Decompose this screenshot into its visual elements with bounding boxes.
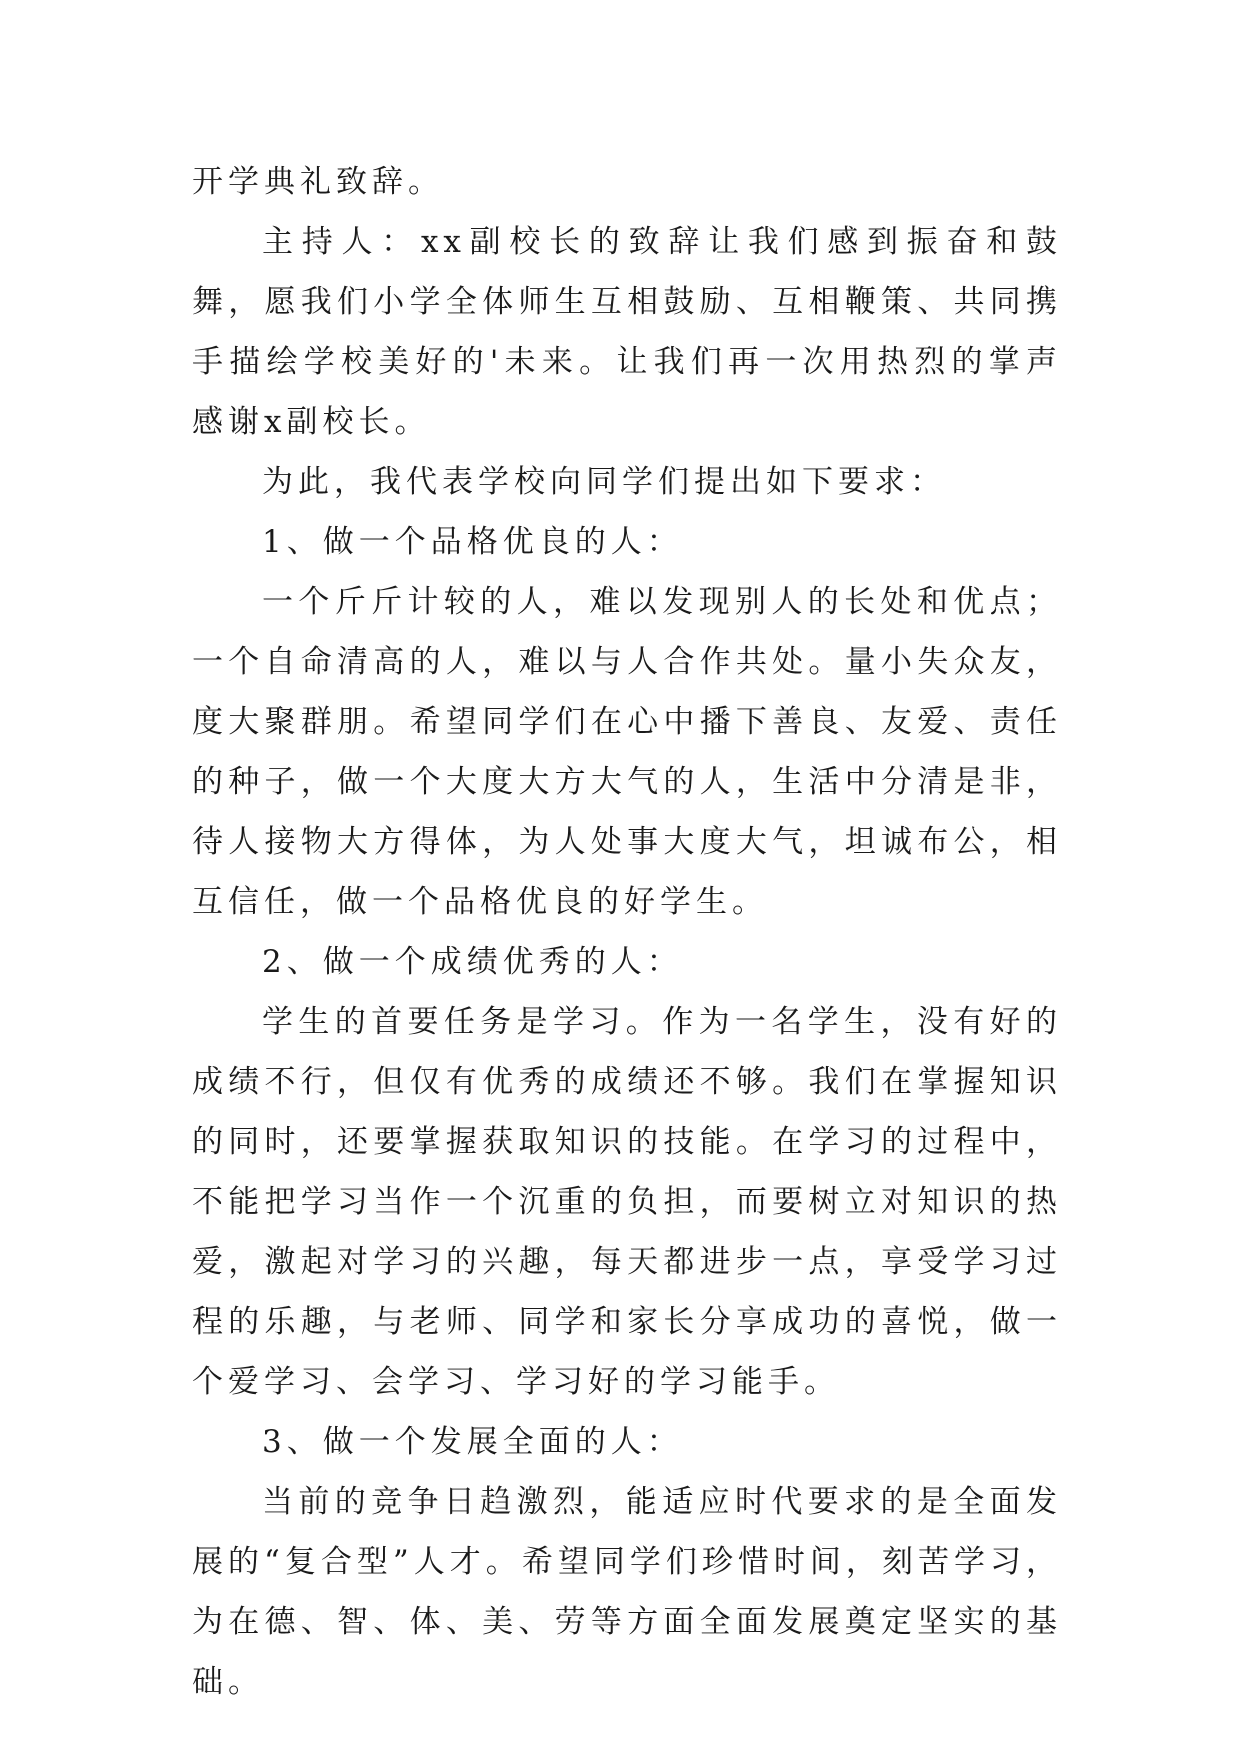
paragraph-host-remarks: 主持人：xx副校长的致辞让我们感到振奋和鼓舞，愿我们小学全体师生互相鼓励、互相鞭策、共同携手描绘学校美好的'未来。让我们再一次用热烈的掌声感谢x副校长。	[192, 224, 1062, 440]
paragraph-requirements-intro: 为此，我代表学校向同学们提出如下要求：	[262, 464, 946, 500]
paragraph-requirement-2-body: 学生的首要任务是学习。作为一名学生，没有好的成绩不行，但仅有优秀的成绩还不够。我们在掌握知识的同时，还要掌握获取知识的技能。在学习的过程中，不能把学习当作一个沉重的负担，而要树立对知识的热爱，激起对学习的兴趣，每天都进步一点，享受学习过程的乐趣，与老师、同学和家长分享成功的喜悦，做一个爱学习、会学习、学习好的学习能手。	[192, 1004, 1062, 1400]
paragraph-opening-closing-line: 开学典礼致辞。	[192, 164, 444, 200]
heading-requirement-2: 2、做一个成绩优秀的人：	[262, 944, 683, 980]
paragraph-requirement-1-body: 一个斤斤计较的人，难以发现别人的长处和优点；一个自命清高的人，难以与人合作共处。量小失众友，度大聚群朋。希望同学们在心中播下善良、友爱、责任的种子，做一个大度大方大气的人，生活中分清是非，待人接物大方得体，为人处事大度大气，坦诚布公，相互信任，做一个品格优良的好学生。	[192, 584, 1062, 920]
document-body	[192, 152, 1062, 1712]
heading-requirement-1: 1、做一个品格优良的人：	[262, 524, 683, 560]
heading-requirement-3: 3、做一个发展全面的人：	[262, 1424, 683, 1460]
paragraph-requirement-3-body: 当前的竞争日趋激烈，能适应时代要求的是全面发展的“复合型”人才。希望同学们珍惜时间，刻苦学习，为在德、智、体、美、劳等方面全面发展奠定坚实的基础。	[192, 1484, 1062, 1700]
